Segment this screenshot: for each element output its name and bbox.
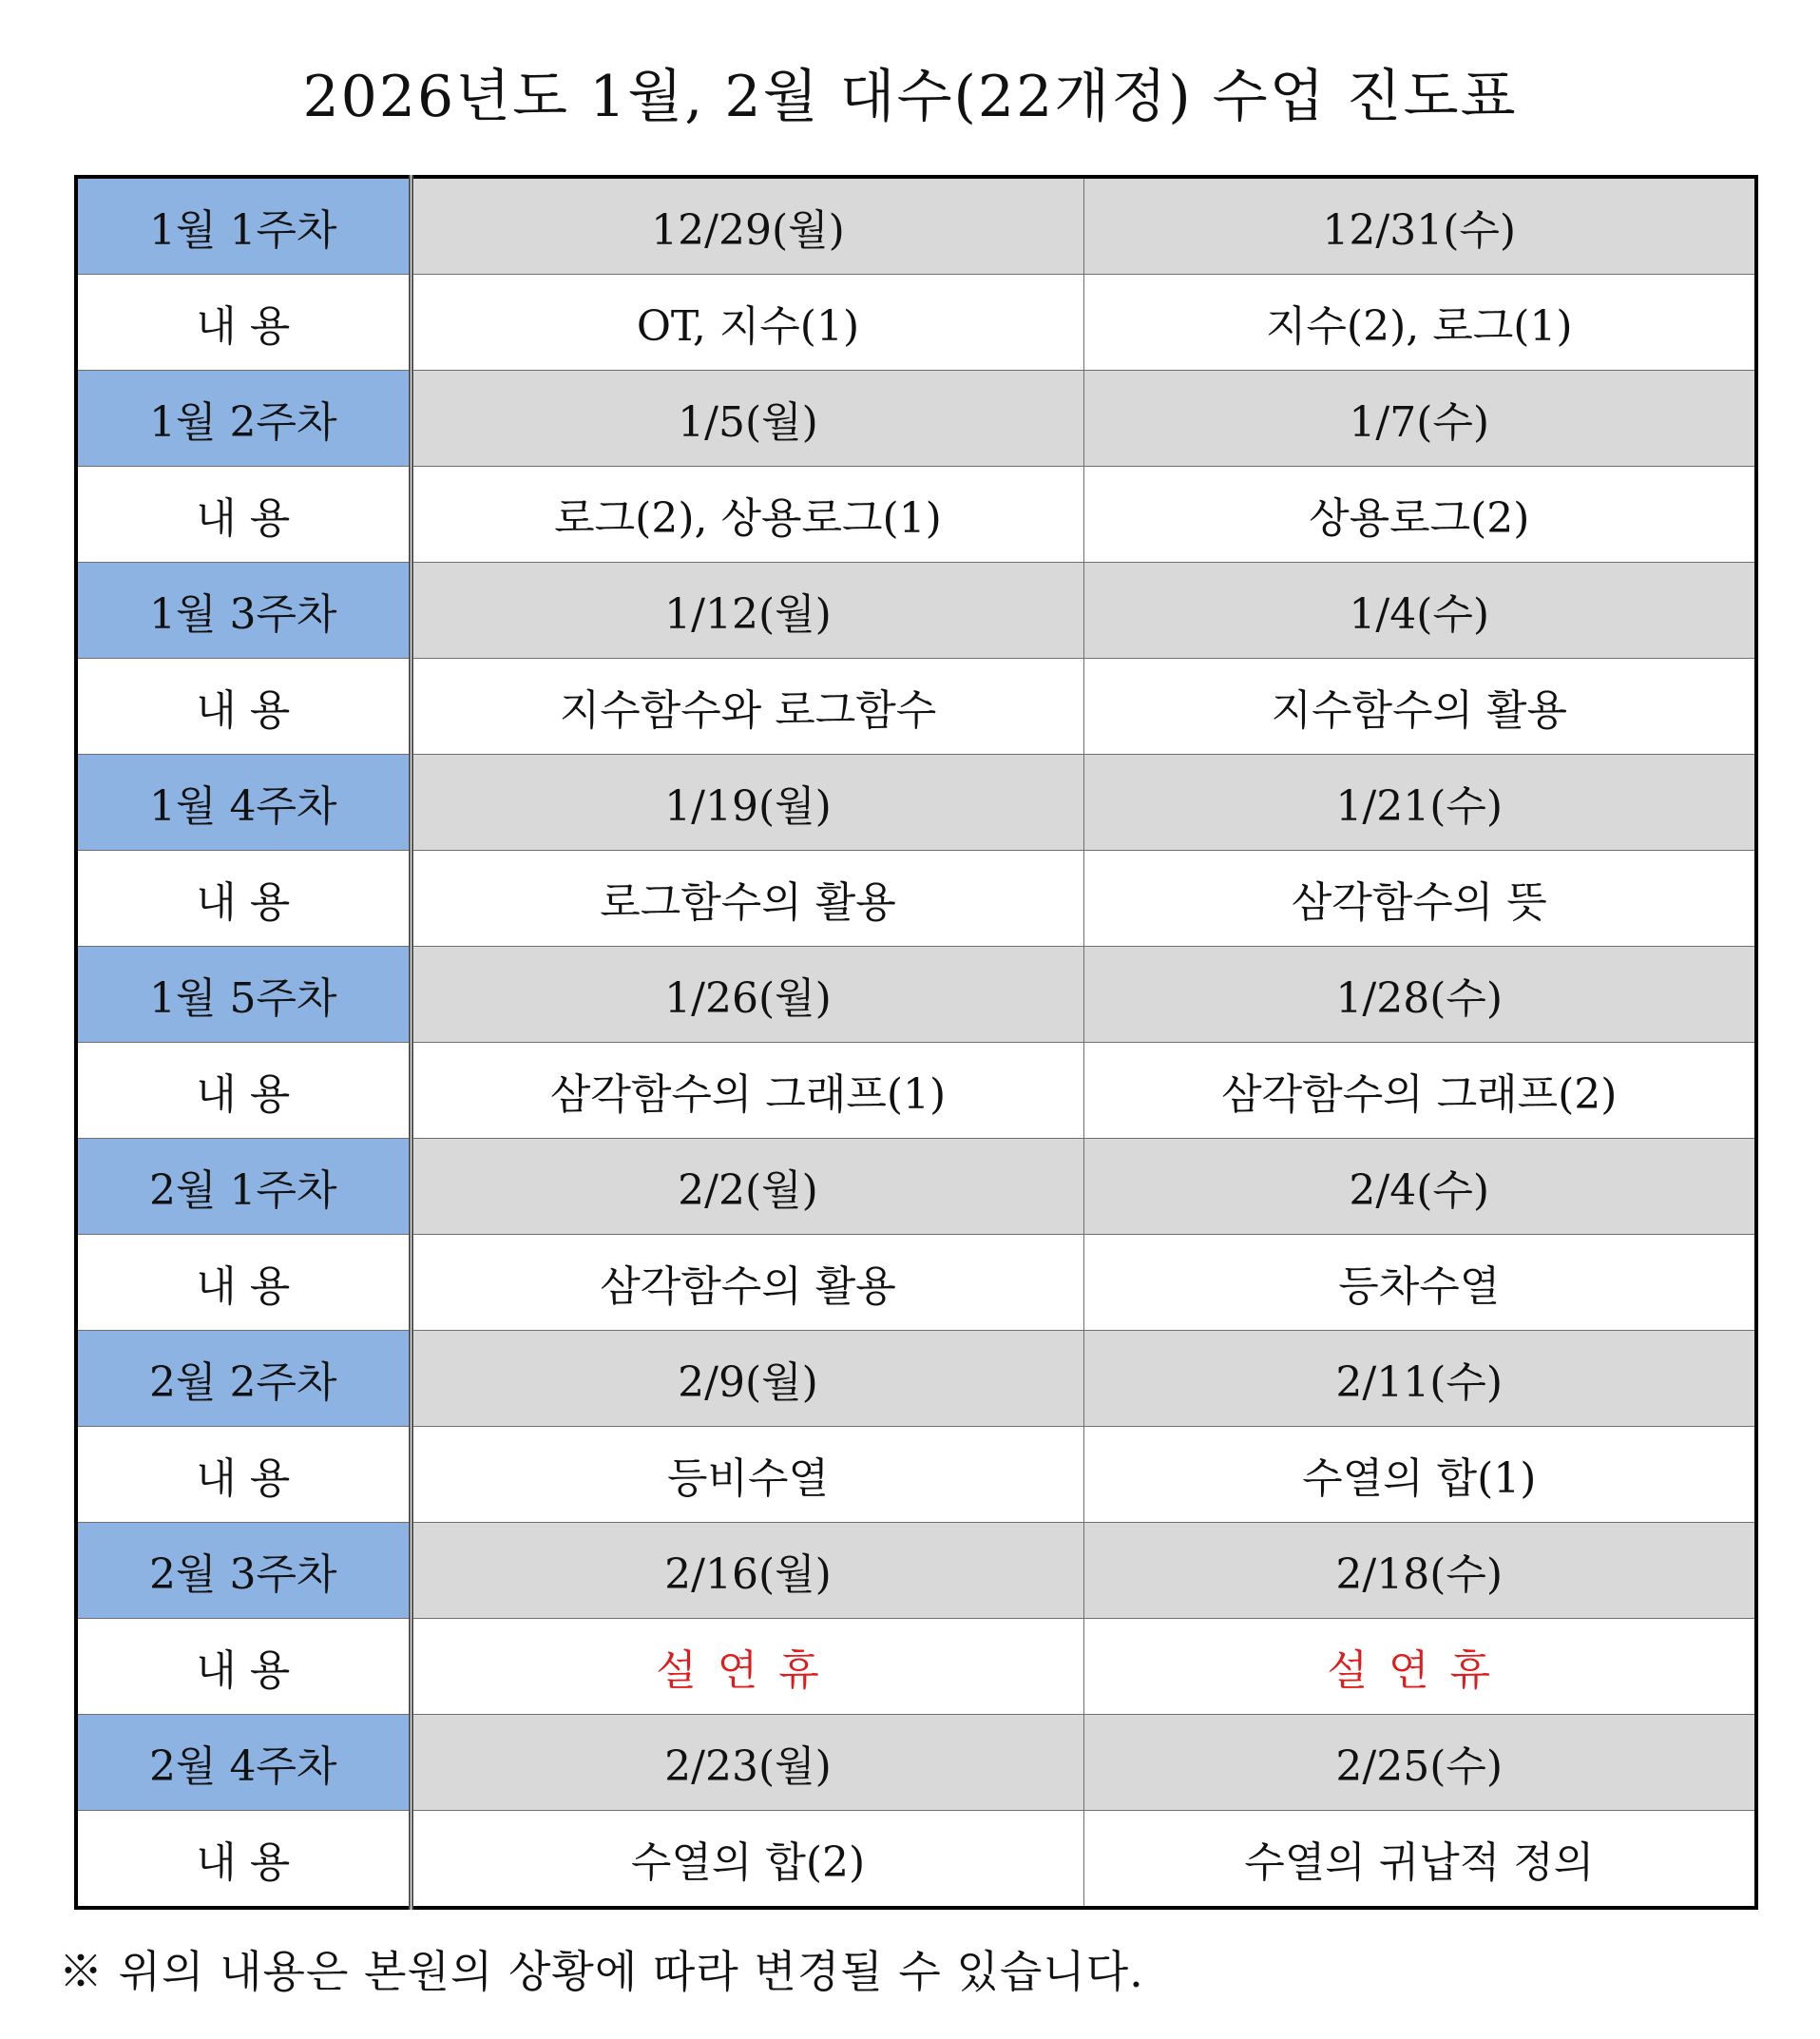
content-label: 내 용	[76, 467, 411, 563]
date-cell: 2/18(수)	[1083, 1523, 1756, 1619]
week-label: 2월 3주차	[76, 1523, 411, 1619]
content-cell: 등비수열	[411, 1427, 1083, 1523]
footnote: ※ 위의 내용은 본원의 상황에 따라 변경될 수 있습니다.	[59, 1946, 1144, 1997]
content-cell: 삼각함수의 그래프(1)	[411, 1043, 1083, 1139]
content-row	[76, 1811, 1756, 1909]
week-label: 2월 1주차	[76, 1139, 411, 1235]
holiday-cell: 설연휴	[411, 1619, 1083, 1715]
content-cell: 등차수열	[1083, 1235, 1756, 1331]
content-cell: 지수함수와 로그함수	[411, 659, 1083, 755]
date-cell: 2/16(월)	[411, 1523, 1083, 1619]
date-cell: 1/12(월)	[411, 563, 1083, 659]
content-label: 내 용	[76, 1427, 411, 1523]
week-row	[76, 947, 1756, 1043]
content-label: 내 용	[76, 1811, 411, 1909]
content-cell: 상용로그(2)	[1083, 467, 1756, 563]
date-cell: 2/11(수)	[1083, 1331, 1756, 1427]
week-row	[76, 755, 1756, 851]
date-cell: 2/9(월)	[411, 1331, 1083, 1427]
content-cell: 삼각함수의 그래프(2)	[1083, 1043, 1756, 1139]
date-cell: 2/4(수)	[1083, 1139, 1756, 1235]
content-row	[76, 1043, 1756, 1139]
content-row	[76, 1235, 1756, 1331]
schedule-table	[74, 175, 1758, 1910]
date-cell: 12/29(월)	[411, 177, 1083, 275]
date-cell: 1/21(수)	[1083, 755, 1756, 851]
page-title: 2026년도 1월, 2월 대수(22개정) 수업 진도표	[302, 64, 1518, 130]
content-row	[76, 659, 1756, 755]
week-label: 1월 3주차	[76, 563, 411, 659]
content-cell: 지수함수의 활용	[1083, 659, 1756, 755]
week-row	[76, 1715, 1756, 1811]
content-cell: 삼각함수의 뜻	[1083, 851, 1756, 947]
date-cell: 1/28(수)	[1083, 947, 1756, 1043]
content-label: 내 용	[76, 1619, 411, 1715]
content-row	[76, 275, 1756, 371]
content-cell: OT, 지수(1)	[411, 275, 1083, 371]
week-row	[76, 1523, 1756, 1619]
date-cell: 1/19(월)	[411, 755, 1083, 851]
content-row	[76, 467, 1756, 563]
week-label: 1월 4주차	[76, 755, 411, 851]
content-row	[76, 1427, 1756, 1523]
week-label: 2월 4주차	[76, 1715, 411, 1811]
content-label: 내 용	[76, 1043, 411, 1139]
date-cell: 2/25(수)	[1083, 1715, 1756, 1811]
date-cell: 2/23(월)	[411, 1715, 1083, 1811]
week-label: 2월 2주차	[76, 1331, 411, 1427]
content-label: 내 용	[76, 275, 411, 371]
content-cell: 로그(2), 상용로그(1)	[411, 467, 1083, 563]
content-cell: 삼각함수의 활용	[411, 1235, 1083, 1331]
content-label: 내 용	[76, 851, 411, 947]
date-cell: 12/31(수)	[1083, 177, 1756, 275]
content-row	[76, 851, 1756, 947]
week-row	[76, 563, 1756, 659]
content-cell: 수열의 합(2)	[411, 1811, 1083, 1909]
content-cell: 지수(2), 로그(1)	[1083, 275, 1756, 371]
week-row	[76, 1331, 1756, 1427]
week-row	[76, 177, 1756, 275]
holiday-cell: 설연휴	[1083, 1619, 1756, 1715]
week-label: 1월 1주차	[76, 177, 411, 275]
content-cell: 로그함수의 활용	[411, 851, 1083, 947]
content-row	[76, 1619, 1756, 1715]
date-cell: 1/5(월)	[411, 371, 1083, 467]
date-cell: 2/2(월)	[411, 1139, 1083, 1235]
week-label: 1월 5주차	[76, 947, 411, 1043]
content-cell: 수열의 합(1)	[1083, 1427, 1756, 1523]
week-row	[76, 1139, 1756, 1235]
content-label: 내 용	[76, 1235, 411, 1331]
week-row	[76, 371, 1756, 467]
week-label: 1월 2주차	[76, 371, 411, 467]
date-cell: 1/4(수)	[1083, 563, 1756, 659]
content-label: 내 용	[76, 659, 411, 755]
content-cell: 수열의 귀납적 정의	[1083, 1811, 1756, 1909]
date-cell: 1/26(월)	[411, 947, 1083, 1043]
date-cell: 1/7(수)	[1083, 371, 1756, 467]
